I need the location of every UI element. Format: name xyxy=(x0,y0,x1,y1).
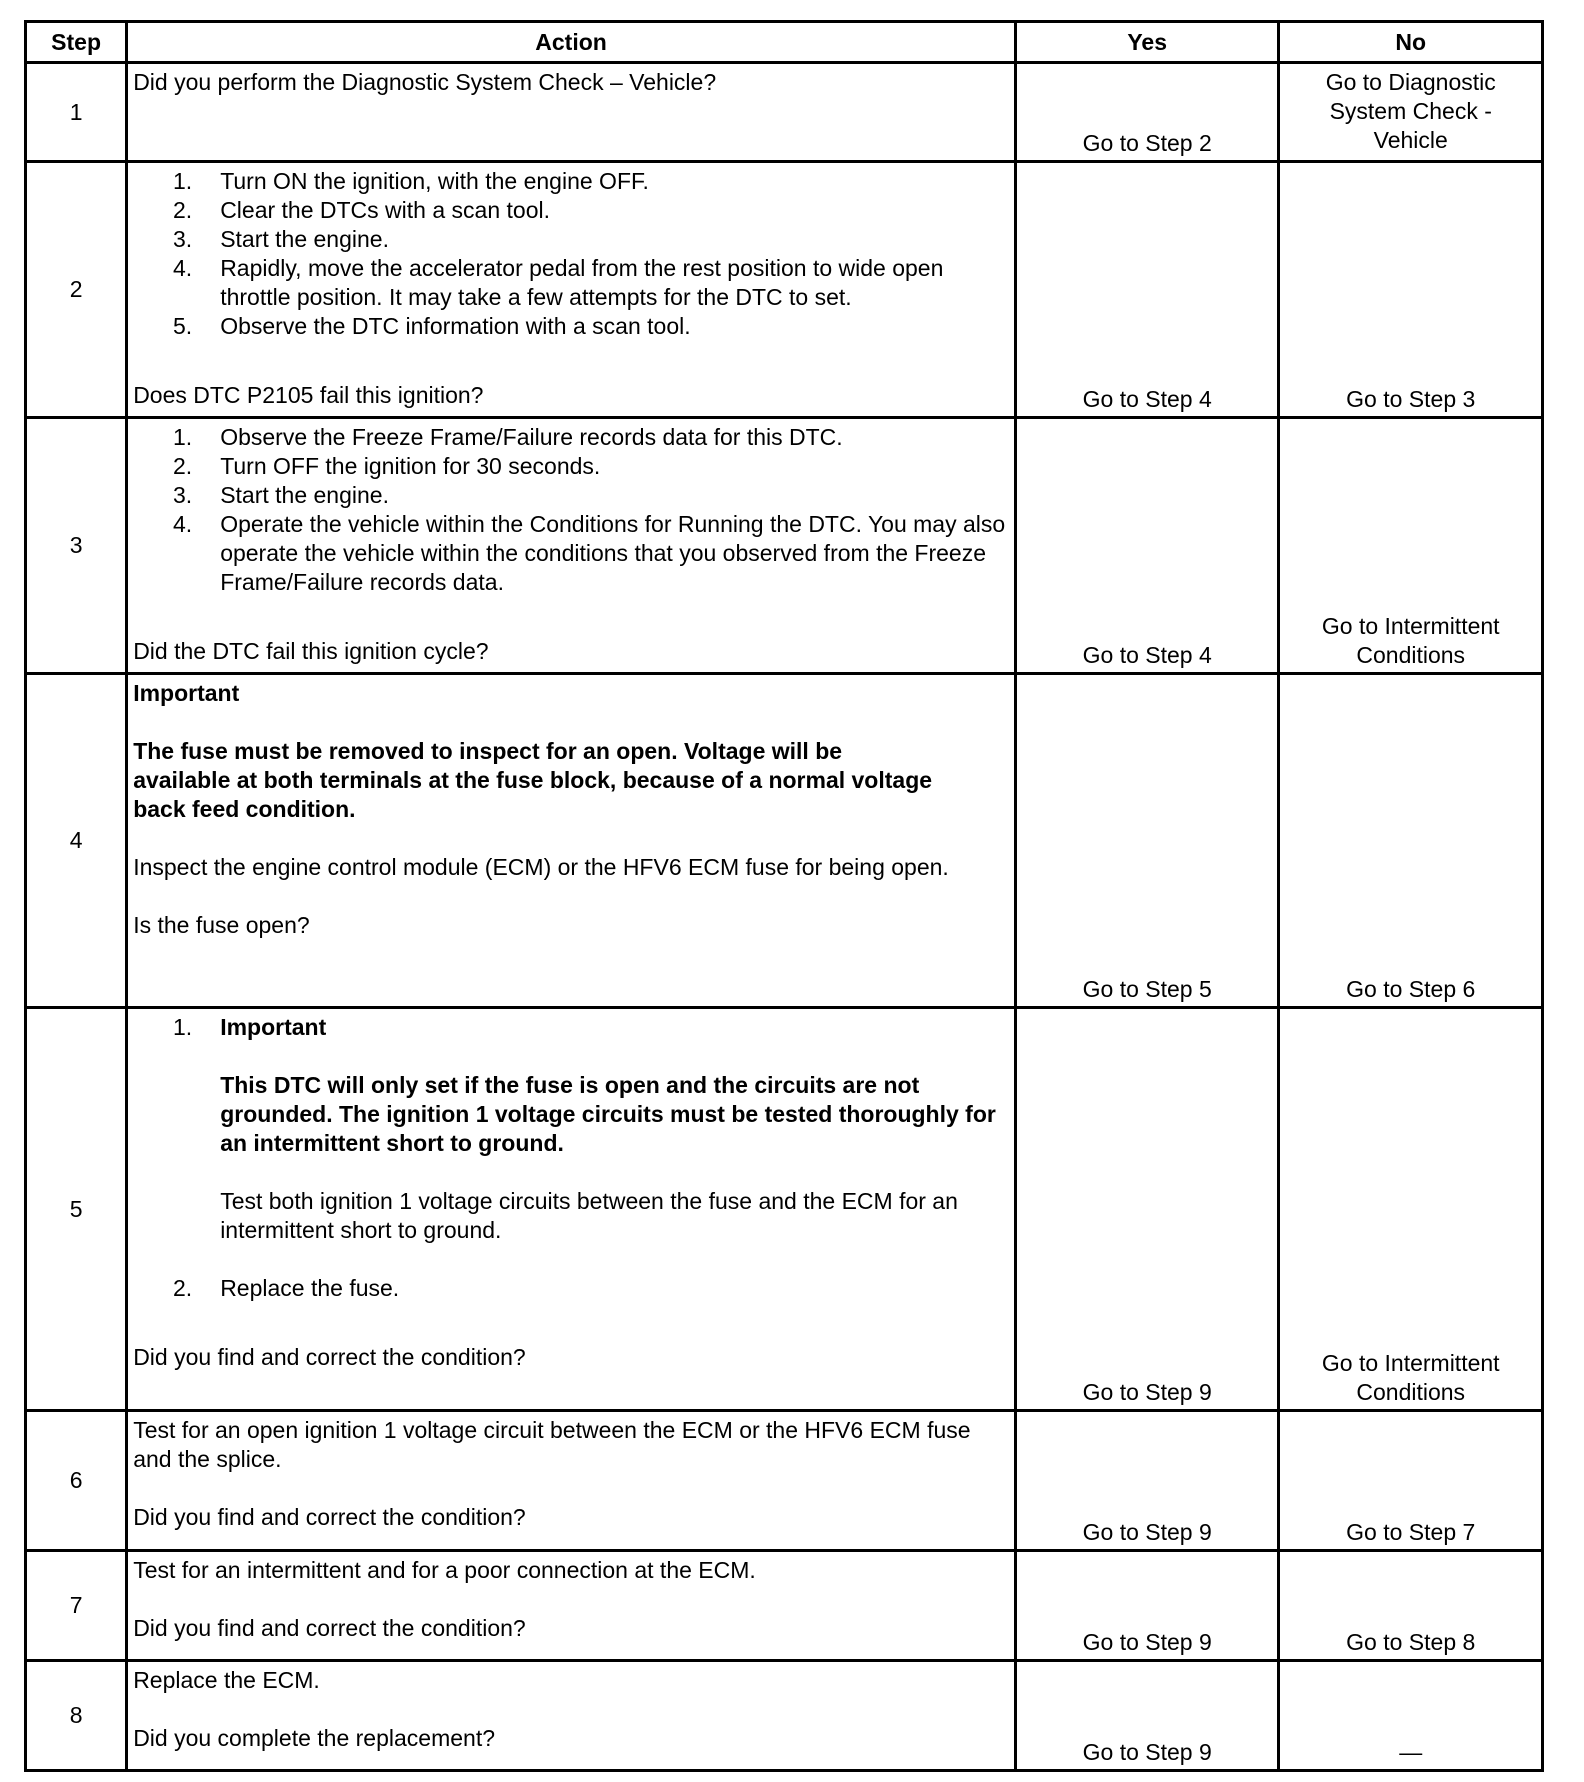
diagnostic-table xyxy=(24,20,1544,1772)
yes-link[interactable]: Go to Step 9 xyxy=(1015,1661,1279,1771)
action-cell xyxy=(127,63,1016,162)
list-item: 4. Operate the vehicle within the Conditions for Running the DTC. You may also operate the vehicle within the conditions that you observed from the Freeze Frame/Failure records data. xyxy=(173,511,1006,595)
yes-link[interactable]: Go to Step 5 xyxy=(1015,674,1279,1008)
list-item: 1. Important This DTC will only set if the fuse is open and the circuits are not grounded. The ignition 1 voltage circuits must be tested thoroughly for an intermittent short to ground. Test both ignition 1 voltage circuits between the fuse and the ECM for an intermittent short to ground. xyxy=(133,1013,1009,1245)
question-text: Did you perform the Diagnostic System Check – Vehicle? xyxy=(133,69,717,95)
instruction-text: Test for an intermittent and for a poor connection at the ECM. xyxy=(133,1557,756,1583)
step-number: 6 xyxy=(26,1411,127,1551)
no-link[interactable]: Go to Step 8 xyxy=(1279,1551,1543,1661)
no-link[interactable]: Go to Intermittent Conditions xyxy=(1279,418,1543,674)
steps-list xyxy=(133,1013,1009,1303)
table-row xyxy=(26,674,1543,1008)
list-item: 2. Turn OFF the ignition for 30 seconds. xyxy=(173,453,601,479)
step-number: 8 xyxy=(26,1661,127,1771)
header-yes: Yes xyxy=(1015,22,1279,63)
steps-list xyxy=(133,167,1009,341)
table-row xyxy=(26,418,1543,674)
instruction-text: Inspect the engine control module (ECM) or the HFV6 ECM fuse for being open. xyxy=(133,854,949,880)
list-item: 3. Start the engine. xyxy=(173,226,389,252)
list-item: 3. Start the engine. xyxy=(173,482,389,508)
table-row xyxy=(26,1551,1543,1661)
important-label: Important xyxy=(220,1014,327,1040)
list-item: 2. Clear the DTCs with a scan tool. xyxy=(173,197,550,223)
question-text: Is the fuse open? xyxy=(133,912,310,938)
step-number: 7 xyxy=(26,1551,127,1661)
header-row xyxy=(26,22,1543,63)
question-text: Does DTC P2105 fail this ignition? xyxy=(133,382,484,408)
yes-link[interactable]: Go to Step 4 xyxy=(1015,162,1279,418)
no-link[interactable]: Go to Step 7 xyxy=(1279,1411,1543,1551)
yes-link[interactable]: Go to Step 2 xyxy=(1015,63,1279,162)
question-text: Did the DTC fail this ignition cycle? xyxy=(133,638,489,664)
no-dash: — xyxy=(1279,1661,1543,1771)
question-text: Did you find and correct the condition? xyxy=(133,1504,526,1530)
instruction-text: Replace the ECM. xyxy=(133,1667,320,1693)
steps-list xyxy=(133,423,1009,597)
yes-link[interactable]: Go to Step 9 xyxy=(1015,1411,1279,1551)
yes-link[interactable]: Go to Step 9 xyxy=(1015,1551,1279,1661)
yes-link[interactable]: Go to Step 4 xyxy=(1015,418,1279,674)
action-cell xyxy=(127,1661,1016,1771)
list-item: 5. Observe the DTC information with a scan tool. xyxy=(173,313,691,339)
important-label: Important xyxy=(133,680,240,706)
no-link[interactable]: Go to Step 6 xyxy=(1279,674,1543,1008)
list-item: 4. Rapidly, move the accelerator pedal from the rest position to wide open throttle position. It may take a few attempts for the DTC to set. xyxy=(173,255,944,310)
table-row xyxy=(26,1661,1543,1771)
step-number: 1 xyxy=(26,63,127,162)
yes-link[interactable]: Go to Step 9 xyxy=(1015,1008,1279,1411)
step-number: 5 xyxy=(26,1008,127,1411)
step-number: 3 xyxy=(26,418,127,674)
table-row xyxy=(26,1008,1543,1411)
question-text: Did you find and correct the condition? xyxy=(133,1344,526,1370)
header-action: Action xyxy=(127,22,1016,63)
list-item: 1. Observe the Freeze Frame/Failure records data for this DTC. xyxy=(173,424,843,450)
step-number: 2 xyxy=(26,162,127,418)
instruction-text: Test for an open ignition 1 voltage circuit between the ECM or the HFV6 ECM fuse and the splice. xyxy=(133,1417,971,1472)
table-row xyxy=(26,1411,1543,1551)
list-item: 1. Turn ON the ignition, with the engine OFF. xyxy=(173,168,649,194)
action-cell xyxy=(127,1411,1016,1551)
question-text: Did you complete the replacement? xyxy=(133,1725,495,1751)
no-link[interactable]: Go to Diagnostic System Check - Vehicle xyxy=(1279,63,1543,162)
important-text: This DTC will only set if the fuse is open and the circuits are not grounded. The ignition 1 voltage circuits must be tested thoroughly for an intermittent short to ground. xyxy=(220,1072,996,1156)
action-cell xyxy=(127,1551,1016,1661)
action-cell xyxy=(127,1008,1016,1411)
action-cell xyxy=(127,162,1016,418)
important-text: The fuse must be removed to inspect for an open. Voltage will be available at both terminals at the fuse block, because of a normal voltage back feed condition. xyxy=(133,738,933,822)
no-link[interactable]: Go to Intermittent Conditions xyxy=(1279,1008,1543,1411)
list-item: 2. Replace the fuse. xyxy=(173,1275,400,1301)
action-cell xyxy=(127,674,1016,1008)
table-row xyxy=(26,63,1543,162)
table-row xyxy=(26,162,1543,418)
header-no: No xyxy=(1279,22,1543,63)
action-cell xyxy=(127,418,1016,674)
instruction-text: Test both ignition 1 voltage circuits between the fuse and the ECM for an intermittent short to ground. xyxy=(220,1188,958,1243)
no-link[interactable]: Go to Step 3 xyxy=(1279,162,1543,418)
question-text: Did you find and correct the condition? xyxy=(133,1615,526,1641)
header-step: Step xyxy=(26,22,127,63)
step-number: 4 xyxy=(26,674,127,1008)
